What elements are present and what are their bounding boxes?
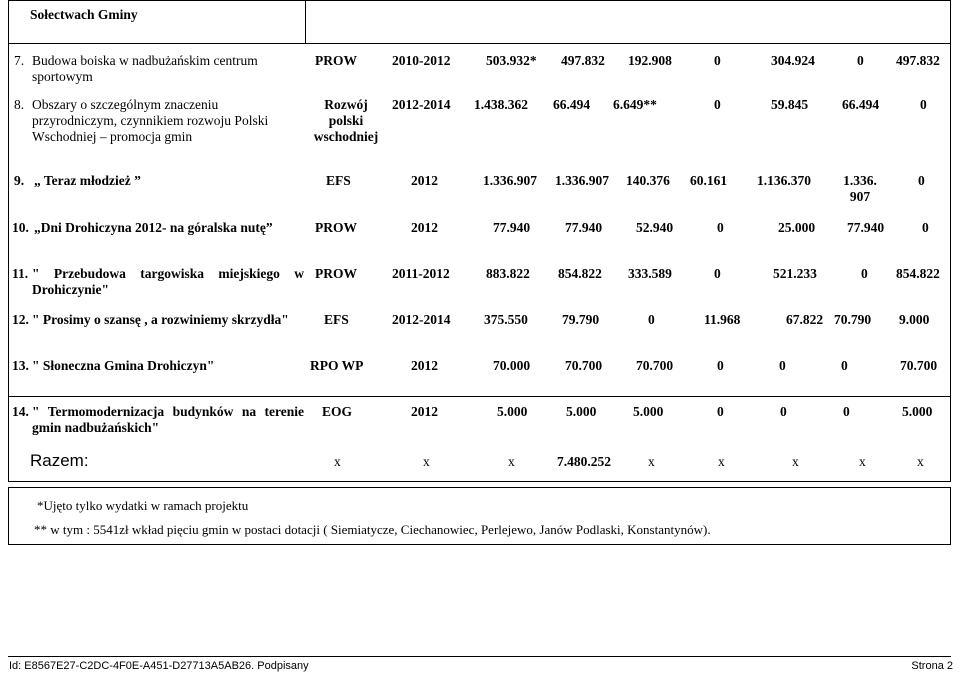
- row-value: 1.336.907: [843, 173, 877, 204]
- row-value: 66.494: [553, 97, 591, 112]
- row-value: 6.649**: [613, 97, 657, 112]
- row-period: 2012: [411, 220, 438, 235]
- row-value: 66.494: [842, 97, 880, 112]
- row-name: " Słoneczna Gmina Drohiczyn": [32, 358, 215, 373]
- row-name: " Prosimy o szansę , a rozwiniemy skrzydła": [32, 312, 289, 327]
- row-number: 12.: [12, 312, 29, 327]
- row-value: 60.161: [690, 173, 728, 188]
- row-value: 333.589: [628, 266, 672, 281]
- row-period: 2011-2012: [392, 266, 450, 281]
- row-value: 304.924: [771, 53, 815, 68]
- total-value: x: [508, 454, 515, 469]
- row-value: 1.438.362: [474, 97, 528, 112]
- row-number: 7.: [14, 53, 25, 68]
- row-value: 0: [918, 173, 925, 188]
- row-value: 0: [841, 358, 848, 373]
- row-value: 0: [714, 97, 721, 112]
- row-value: 503.932*: [486, 53, 537, 68]
- row-source: EFS: [324, 312, 349, 327]
- row-value: 0: [714, 266, 721, 281]
- row-value: 5.000: [902, 404, 933, 419]
- page-number: Strona 2: [911, 660, 953, 672]
- row-value: 497.832: [896, 53, 940, 68]
- row-value: 0: [717, 358, 724, 373]
- row-name: " Przebudowa targowiska miejskiego w Drohiczynie": [32, 266, 304, 297]
- row-value: 77.940: [565, 220, 603, 235]
- row-number: 8.: [14, 97, 25, 112]
- row-value: 1.136.370: [757, 173, 811, 188]
- row-value: 0: [648, 312, 655, 327]
- row-source: EOG: [322, 404, 353, 419]
- row-number: 9.: [14, 173, 25, 188]
- row-name: „ Teraz młodzież ”: [34, 173, 141, 188]
- row-value: 0: [861, 266, 868, 281]
- row-value: 67.822: [786, 312, 824, 327]
- row-value: 59.845: [771, 97, 809, 112]
- row-value: 5.000: [566, 404, 597, 419]
- total-value: x: [423, 454, 430, 469]
- row-source: RPO WP: [310, 358, 364, 373]
- row-value: 0: [717, 404, 724, 419]
- separator: [8, 43, 951, 44]
- row-name: Sołectwach Gminy: [30, 7, 138, 22]
- row-value: 0: [857, 53, 864, 68]
- row-source: PROW: [315, 53, 357, 68]
- footer-divider: [8, 656, 951, 657]
- separator: [305, 0, 306, 43]
- row-number: 14.: [12, 404, 29, 419]
- row-value: 70.790: [834, 312, 872, 327]
- footnote-project-expenses: *Ujęto tylko wydatki w ramach projektu: [37, 498, 249, 513]
- total-value: x: [718, 454, 725, 469]
- total-value: x: [792, 454, 799, 469]
- total-value: x: [917, 454, 924, 469]
- row-number: 13.: [12, 358, 29, 373]
- total-value: 7.480.252: [557, 454, 611, 469]
- row-period: 2012-2014: [392, 312, 451, 327]
- row-source: PROW: [315, 266, 357, 281]
- row-name: Obszary o szczególnym znaczeniu przyrodniczym, czynnikiem rozwoju Polski Wschodniej – promocja gmin: [32, 97, 269, 144]
- row-value: 5.000: [633, 404, 664, 419]
- row-number: 11.: [12, 266, 29, 281]
- row-value: 140.376: [626, 173, 670, 188]
- total-label: Razem:: [30, 451, 89, 470]
- row-period: 2010-2012: [392, 53, 451, 68]
- row-name: Budowa boiska w nadbużańskim centrum sportowym: [32, 53, 258, 84]
- row-value: 11.968: [704, 312, 741, 327]
- row-value: 883.822: [486, 266, 530, 281]
- row-source: Rozwój polski wschodniej: [313, 97, 379, 144]
- row-value: 0: [922, 220, 929, 235]
- row-value: 0: [843, 404, 850, 419]
- total-value: x: [334, 454, 341, 469]
- total-value: x: [648, 454, 655, 469]
- total-value: x: [859, 454, 866, 469]
- row-value: 70.700: [900, 358, 938, 373]
- row-value: 521.233: [773, 266, 817, 281]
- row-value: 1.336.907: [483, 173, 537, 188]
- row-value: 52.940: [636, 220, 674, 235]
- row-value: 0: [780, 404, 787, 419]
- row-value: 79.790: [562, 312, 600, 327]
- row-number: 10.: [12, 220, 29, 235]
- row-value: 5.000: [497, 404, 528, 419]
- row-name: " Termomodernizacja budynków na terenie gmin nadbużańskich": [32, 404, 304, 435]
- footnote-municipal-contribution: ** w tym : 5541zł wkład pięciu gmin w postaci dotacji ( Siemiatycze, Ciechanowiec, Perlejewo, Janów Podlaski, Konstantynów).: [34, 522, 711, 537]
- row-value: 70.700: [565, 358, 603, 373]
- row-value: 70.700: [636, 358, 674, 373]
- row-value: 9.000: [899, 312, 930, 327]
- row-value: 25.000: [778, 220, 816, 235]
- row-source: EFS: [326, 173, 351, 188]
- row-value: 0: [779, 358, 786, 373]
- row-value: 77.940: [493, 220, 531, 235]
- row-value: 0: [920, 97, 927, 112]
- row-value: 0: [717, 220, 724, 235]
- row-period: 2012: [411, 404, 438, 419]
- separator: [8, 396, 951, 397]
- row-value: 70.000: [493, 358, 531, 373]
- row-value: 77.940: [847, 220, 885, 235]
- row-value: 0: [714, 53, 721, 68]
- row-value: 1.336.907: [555, 173, 609, 188]
- row-value: 854.822: [558, 266, 602, 281]
- row-value: 192.908: [628, 53, 672, 68]
- row-value: 854.822: [896, 266, 940, 281]
- row-period: 2012-2014: [392, 97, 451, 112]
- row-period: 2012: [411, 358, 438, 373]
- row-period: 2012: [411, 173, 438, 188]
- row-name: „Dni Drohiczyna 2012- na góralska nutę”: [34, 220, 273, 235]
- row-source: PROW: [315, 220, 357, 235]
- row-value: 375.550: [484, 312, 528, 327]
- document-id: Id: E8567E27-C2DC-4F0E-A451-D27713A5AB26. Podpisany: [9, 660, 309, 672]
- row-value: 497.832: [561, 53, 605, 68]
